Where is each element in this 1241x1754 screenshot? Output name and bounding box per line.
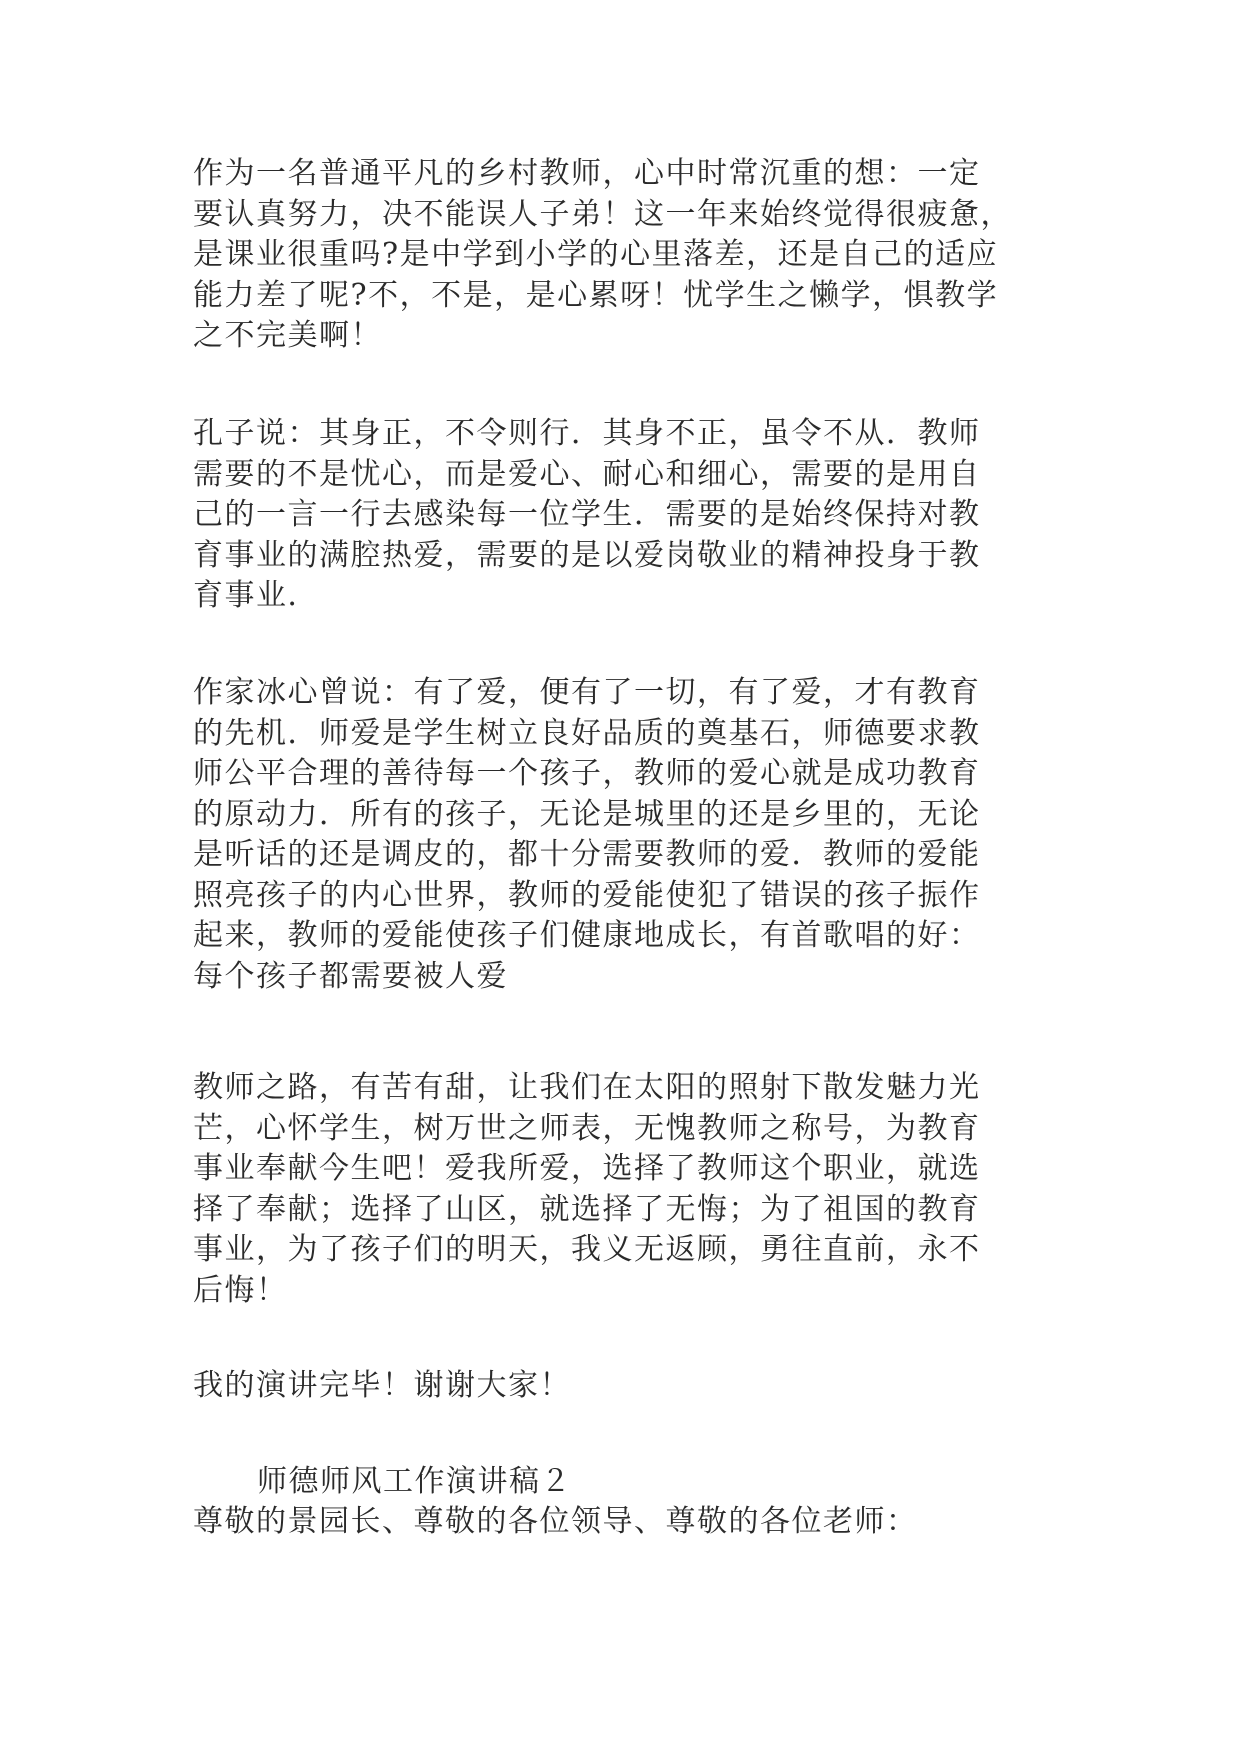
speech-heading: 师德师风工作演讲稿２ <box>257 1464 572 1499</box>
paragraph-line: 起来，教师的爱能使孩子们健康地成长，有首歌唱的好： <box>193 918 981 953</box>
paragraph-2 <box>193 414 1043 617</box>
paragraph-line: 作家冰心曾说：有了爱，便有了一切，有了爱，才有教育 <box>193 675 981 710</box>
paragraph-line: 教师之路，有苦有甜，让我们在太阳的照射下散发魅力光 <box>193 1070 981 1105</box>
paragraph-line: 是课业很重吗?是中学到小学的心里落差，还是自己的适应 <box>193 237 999 272</box>
paragraph-line: 作为一名普通平凡的乡村教师，心中时常沉重的想：一定 <box>193 156 981 191</box>
paragraph-line: 事业奉献今生吧！爱我所爱，选择了教师这个职业，就选 <box>193 1151 981 1186</box>
paragraph-line: 要认真努力，决不能误人子弟！这一年来始终觉得很疲惫， <box>193 196 1012 232</box>
paragraph-line: 的先机．师爱是学生树立良好品质的奠基石，师德要求教 <box>193 715 981 751</box>
paragraph-line: 择了奉献；选择了山区，就选择了无悔；为了祖国的教育 <box>193 1191 981 1227</box>
paragraph-4 <box>193 1068 1043 1311</box>
paragraph-line: 每个孩子都需要被人爱 <box>193 958 508 994</box>
paragraph-line: 需要的不是忧心，而是爱心、耐心和细心，需要的是用自 <box>193 456 981 492</box>
paragraph-line: 我的演讲完毕！谢谢大家！ <box>193 1368 571 1403</box>
paragraph-line: 己的一言一行去感染每一位学生．需要的是始终保持对教 <box>193 497 981 532</box>
paragraph-line: 之不完美啊！ <box>193 318 382 353</box>
paragraph-line: 照亮孩子的内心世界，教师的爱能使犯了错误的孩子振作 <box>193 877 981 913</box>
paragraph-line: 育事业． <box>193 578 319 613</box>
paragraph-3 <box>193 673 1043 997</box>
paragraph-line: 是听话的还是调皮的，都十分需要教师的爱．教师的爱能 <box>193 837 981 872</box>
paragraph-line: 的原动力．所有的孩子，无论是城里的还是乡里的，无论 <box>193 796 981 832</box>
paragraph-line: 后悔！ <box>193 1272 288 1308</box>
paragraph-line: 育事业的满腔热爱，需要的是以爱岗敬业的精神投身于教 <box>193 537 981 573</box>
paragraph-line: 能力差了呢?不，不是，是心累呀！忧学生之懒学，惧教学 <box>193 277 999 313</box>
salutation: 尊敬的景园长、尊敬的各位领导、尊敬的各位老师： <box>193 1504 918 1539</box>
paragraph-line: 师公平合理的善待每一个孩子，教师的爱心就是成功教育 <box>193 756 981 791</box>
paragraph-line: 事业，为了孩子们的明天，我义无返顾，勇往直前，永不 <box>193 1232 981 1267</box>
paragraph-1 <box>193 154 1043 357</box>
closing-line <box>193 1366 1043 1407</box>
paragraph-line: 芒，心怀学生，树万世之师表，无愧教师之称号，为教育 <box>193 1110 981 1146</box>
paragraph-line: 孔子说：其身正，不令则行．其身不正，虽令不从．教师 <box>193 416 981 451</box>
